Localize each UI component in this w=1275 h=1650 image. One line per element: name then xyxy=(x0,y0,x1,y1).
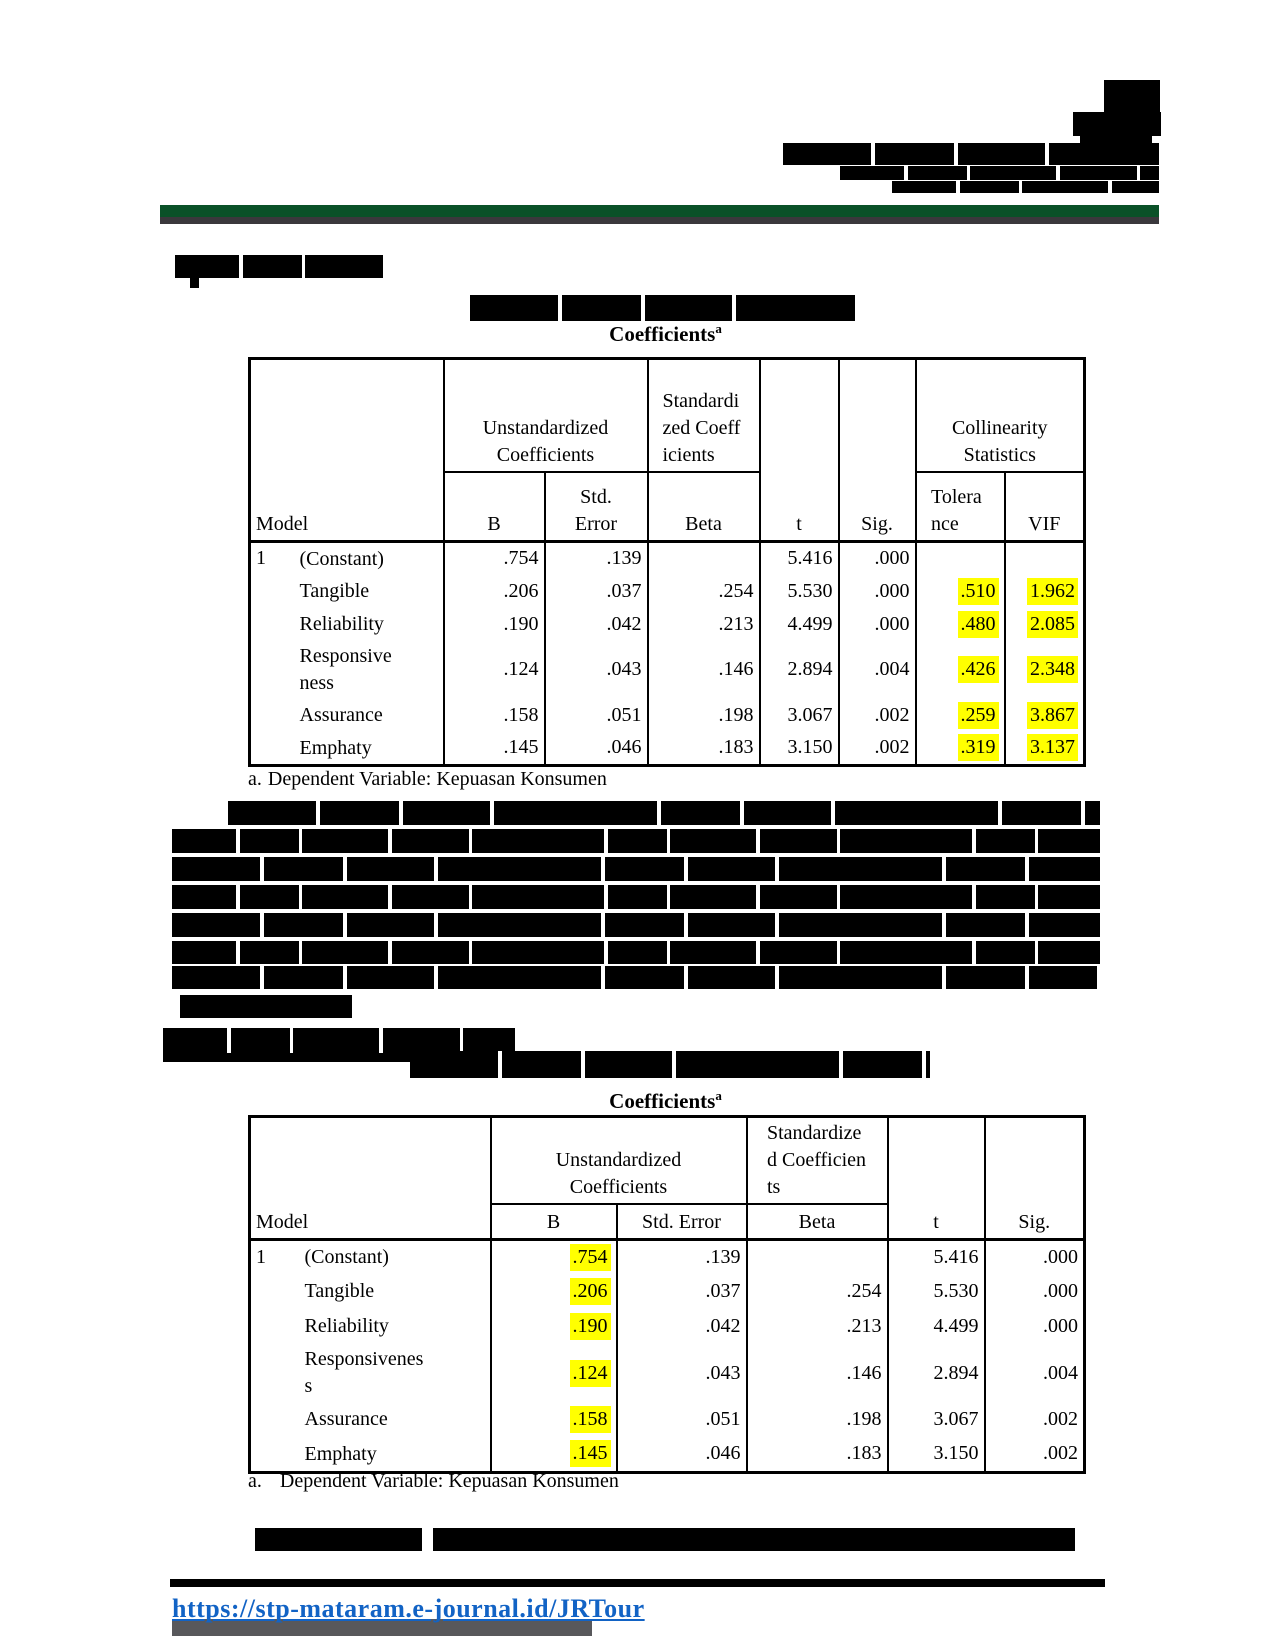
cell-b xyxy=(491,1274,617,1309)
redacted-header-line xyxy=(840,166,1159,180)
table2-title-text: Coefficients xyxy=(609,1089,716,1113)
cell-std-error: .051 xyxy=(617,1402,747,1437)
table-row xyxy=(250,1309,1085,1344)
group-header-unstandardized-text: Unstandardized Coefficients xyxy=(482,416,609,466)
table-row xyxy=(250,575,1085,608)
cell-model-label xyxy=(295,641,444,699)
row-label: Assurance xyxy=(299,704,383,727)
coefficients-table-regression xyxy=(248,1115,1086,1474)
cell-sig: .002 xyxy=(985,1437,1085,1472)
cell-b: .124 xyxy=(444,641,545,699)
redacted-paragraph-line xyxy=(172,966,1097,989)
redacted-descender xyxy=(190,278,199,288)
cell-model-number xyxy=(250,1402,300,1437)
cell-beta: .183 xyxy=(747,1437,888,1472)
cell-std-error: .139 xyxy=(617,1239,747,1274)
table1-title xyxy=(248,316,1083,347)
table1-title-text: Coefficients xyxy=(609,322,716,346)
cell-sig: .000 xyxy=(985,1239,1085,1274)
cell-beta xyxy=(648,542,760,575)
cell-b xyxy=(491,1239,617,1274)
row-label: (Constant) xyxy=(299,547,384,570)
cell-model-number xyxy=(250,575,295,608)
cell-model-number xyxy=(250,1309,300,1344)
highlighted-value: .190 xyxy=(570,1313,611,1340)
cell-model-label xyxy=(300,1344,491,1402)
cell-tolerance xyxy=(916,575,1005,608)
redacted-table2-caption xyxy=(410,1051,930,1078)
cell-model-number xyxy=(250,641,295,699)
table-row xyxy=(250,608,1085,641)
cell-sig: .002 xyxy=(839,732,916,765)
col-header-std-error xyxy=(545,472,648,542)
footnote-marker: a. xyxy=(248,1470,262,1492)
highlighted-value: 3.867 xyxy=(1027,702,1078,729)
cell-t: 2.894 xyxy=(760,641,839,699)
cell-t: 5.530 xyxy=(888,1274,985,1309)
cell-beta: .198 xyxy=(747,1402,888,1437)
highlighted-value: 2.348 xyxy=(1027,656,1078,683)
cell-model-label xyxy=(295,699,444,732)
table-row xyxy=(250,1437,1085,1472)
highlighted-value: .259 xyxy=(958,702,999,729)
cell-model-number xyxy=(250,1344,300,1402)
cell-beta: .146 xyxy=(747,1344,888,1402)
redacted-paragraph-line xyxy=(172,829,1100,853)
table1-title-superscript: a xyxy=(715,321,722,336)
row-label: Responsiveness xyxy=(299,644,392,694)
cell-sig: .000 xyxy=(985,1309,1085,1344)
col-header-beta: Beta xyxy=(648,472,760,542)
cell-beta: .198 xyxy=(648,699,760,732)
footnote-text: Dependent Variable: Kepuasan Konsumen xyxy=(279,1470,619,1492)
redacted-header-block xyxy=(1080,136,1152,143)
cell-t: 4.499 xyxy=(760,608,839,641)
col-header-tolerance-text: Tolerance xyxy=(931,486,982,535)
table-row xyxy=(250,1402,1085,1437)
table2-footnote xyxy=(248,1469,619,1493)
cell-tolerance xyxy=(916,699,1005,732)
cell-b: .206 xyxy=(444,575,545,608)
highlighted-value: .206 xyxy=(570,1278,611,1305)
cell-b xyxy=(491,1402,617,1437)
cell-sig: .000 xyxy=(985,1274,1085,1309)
col-header-t: t xyxy=(760,359,839,542)
footnote-text: Dependent Variable: Kepuasan Konsumen xyxy=(267,768,607,790)
highlighted-value: 3.137 xyxy=(1027,734,1078,761)
cell-t: 4.499 xyxy=(888,1309,985,1344)
col-header-tolerance xyxy=(916,472,1005,542)
cell-vif xyxy=(1005,732,1085,765)
cell-std-error: .046 xyxy=(617,1437,747,1472)
row-label: Assurance xyxy=(304,1408,388,1431)
cell-model-number: 1 xyxy=(250,1239,300,1274)
redacted-paragraph-line xyxy=(228,801,1100,825)
cell-t: 3.067 xyxy=(888,1402,985,1437)
cell-model-number xyxy=(250,608,295,641)
cell-t: 5.530 xyxy=(760,575,839,608)
table-row xyxy=(250,699,1085,732)
cell-model-number xyxy=(250,732,295,765)
group-header-unstandardized xyxy=(444,359,648,472)
highlighted-value: .124 xyxy=(570,1360,611,1387)
cell-t: 5.416 xyxy=(760,542,839,575)
cell-model-label xyxy=(295,542,444,575)
highlighted-value: 1.962 xyxy=(1027,578,1078,605)
cell-model-number: 1 xyxy=(250,542,295,575)
cell-beta: .213 xyxy=(648,608,760,641)
col-header-std-error: Std. Error xyxy=(617,1204,747,1239)
col-header-b: B xyxy=(444,472,545,542)
cell-b: .754 xyxy=(444,542,545,575)
cell-t: 5.416 xyxy=(888,1239,985,1274)
cell-sig: .002 xyxy=(839,699,916,732)
cell-model-label xyxy=(300,1239,491,1274)
highlighted-value: .319 xyxy=(958,734,999,761)
cell-beta: .183 xyxy=(648,732,760,765)
redacted-paragraph-line xyxy=(172,913,1100,937)
col-header-t: t xyxy=(888,1117,985,1240)
cell-vif xyxy=(1005,542,1085,575)
cell-b: .145 xyxy=(444,732,545,765)
cell-std-error: .037 xyxy=(617,1274,747,1309)
redacted-header-line xyxy=(892,181,1159,193)
cell-vif xyxy=(1005,608,1085,641)
cell-t: 3.150 xyxy=(888,1437,985,1472)
coefficients-table-collinearity xyxy=(248,357,1086,767)
row-label: Emphaty xyxy=(304,1442,377,1465)
cell-std-error: .037 xyxy=(545,575,648,608)
cell-std-error: .139 xyxy=(545,542,648,575)
cell-beta: .254 xyxy=(747,1274,888,1309)
cell-tolerance xyxy=(916,732,1005,765)
redacted-section-heading xyxy=(175,255,383,278)
journal-link[interactable]: https://stp-mataram.e-journal.id/JRTour xyxy=(172,1594,645,1623)
highlighted-value: .480 xyxy=(958,611,999,638)
cell-sig: .000 xyxy=(839,608,916,641)
cell-b xyxy=(491,1309,617,1344)
cell-std-error: .046 xyxy=(545,732,648,765)
cell-std-error: .043 xyxy=(617,1344,747,1402)
cell-model-number xyxy=(250,1437,300,1472)
cell-beta: .254 xyxy=(648,575,760,608)
cell-sig: .002 xyxy=(985,1402,1085,1437)
cell-beta: .146 xyxy=(648,641,760,699)
row-label: Reliability xyxy=(304,1315,389,1338)
row-label: Tangible xyxy=(304,1280,375,1303)
col-header-vif: VIF xyxy=(1005,472,1085,542)
cell-b xyxy=(491,1344,617,1402)
cell-beta: .213 xyxy=(747,1309,888,1344)
redacted-paragraph-line xyxy=(172,941,1100,964)
table2-title xyxy=(248,1083,1083,1114)
group-header-standardized-text: Standardized Coefficients xyxy=(767,1122,867,1198)
cell-b xyxy=(491,1437,617,1472)
footer-rule-bar xyxy=(170,1579,1105,1587)
redacted-subsection-underline xyxy=(163,1053,410,1062)
col-header-sig: Sig. xyxy=(839,359,916,542)
table1-container xyxy=(248,357,1086,767)
table-row xyxy=(250,542,1085,575)
highlighted-value: .426 xyxy=(958,656,999,683)
highlighted-value: .510 xyxy=(958,578,999,605)
cell-model-label xyxy=(300,1437,491,1472)
row-label: Reliability xyxy=(299,613,384,636)
table-row xyxy=(250,1239,1085,1274)
cell-model-label xyxy=(295,608,444,641)
redacted-header-block xyxy=(1104,80,1160,112)
table-row xyxy=(250,732,1085,765)
cell-tolerance xyxy=(916,641,1005,699)
col-header-model: Model xyxy=(250,1117,491,1240)
cell-std-error: .042 xyxy=(617,1309,747,1344)
cell-tolerance xyxy=(916,608,1005,641)
highlighted-value: .145 xyxy=(570,1440,611,1467)
header-divider-bar xyxy=(160,205,1159,224)
col-header-beta: Beta xyxy=(747,1204,888,1239)
cell-t: 3.067 xyxy=(760,699,839,732)
col-header-model: Model xyxy=(250,359,444,542)
footnote-marker: a. xyxy=(248,768,262,790)
row-label: Emphaty xyxy=(299,736,372,759)
group-header-unstandardized xyxy=(491,1117,747,1205)
col-header-sig: Sig. xyxy=(985,1117,1085,1240)
group-header-standardized-text: Standardized Coefficients xyxy=(662,389,741,466)
redacted-header-line xyxy=(783,143,1159,165)
redacted-subsection-heading xyxy=(163,1028,515,1053)
cell-model-label xyxy=(300,1309,491,1344)
cell-model-label xyxy=(295,575,444,608)
col-header-b: B xyxy=(491,1204,617,1239)
group-header-standardized xyxy=(747,1117,888,1205)
cell-model-label xyxy=(300,1402,491,1437)
col-header-std-error-text: Std. Error xyxy=(574,486,618,535)
highlighted-value: .158 xyxy=(570,1406,611,1433)
highlighted-value: .754 xyxy=(570,1244,611,1271)
cell-sig: .000 xyxy=(839,542,916,575)
row-label: Responsiveness xyxy=(304,1348,424,1397)
cell-std-error: .051 xyxy=(545,699,648,732)
redacted-paragraph-line xyxy=(172,857,1100,881)
highlighted-value: 2.085 xyxy=(1027,611,1078,638)
table2-title-superscript: a xyxy=(715,1088,722,1103)
table-row xyxy=(250,1274,1085,1309)
cell-vif xyxy=(1005,575,1085,608)
group-header-collinearity-text: Collinearity Statistics xyxy=(951,416,1048,466)
cell-b: .190 xyxy=(444,608,545,641)
cell-model-number xyxy=(250,1274,300,1309)
cell-model-label xyxy=(300,1274,491,1309)
redacted-paragraph-line xyxy=(180,995,352,1018)
cell-vif xyxy=(1005,641,1085,699)
group-header-standardized xyxy=(648,359,760,472)
cell-model-label xyxy=(295,732,444,765)
cell-sig: .004 xyxy=(839,641,916,699)
cell-t: 2.894 xyxy=(888,1344,985,1402)
row-label: Tangible xyxy=(299,580,370,603)
redacted-header-block xyxy=(1073,112,1161,136)
table-row xyxy=(250,1344,1085,1402)
row-label: (Constant) xyxy=(304,1246,389,1269)
cell-sig: .000 xyxy=(839,575,916,608)
redacted-footer-heading xyxy=(255,1528,1075,1551)
cell-vif xyxy=(1005,699,1085,732)
table1-footnote xyxy=(248,767,607,791)
cell-std-error: .043 xyxy=(545,641,648,699)
cell-b: .158 xyxy=(444,699,545,732)
cell-beta xyxy=(747,1239,888,1274)
group-header-collinearity xyxy=(916,359,1085,472)
redacted-paragraph-line xyxy=(172,885,1100,909)
cell-std-error: .042 xyxy=(545,608,648,641)
cell-sig: .004 xyxy=(985,1344,1085,1402)
cell-t: 3.150 xyxy=(760,732,839,765)
group-header-unstandardized-text: Unstandardized Coefficients xyxy=(555,1149,682,1198)
table-row xyxy=(250,641,1085,699)
cell-model-number xyxy=(250,699,295,732)
cell-tolerance xyxy=(916,542,1005,575)
table2-container xyxy=(248,1115,1086,1474)
